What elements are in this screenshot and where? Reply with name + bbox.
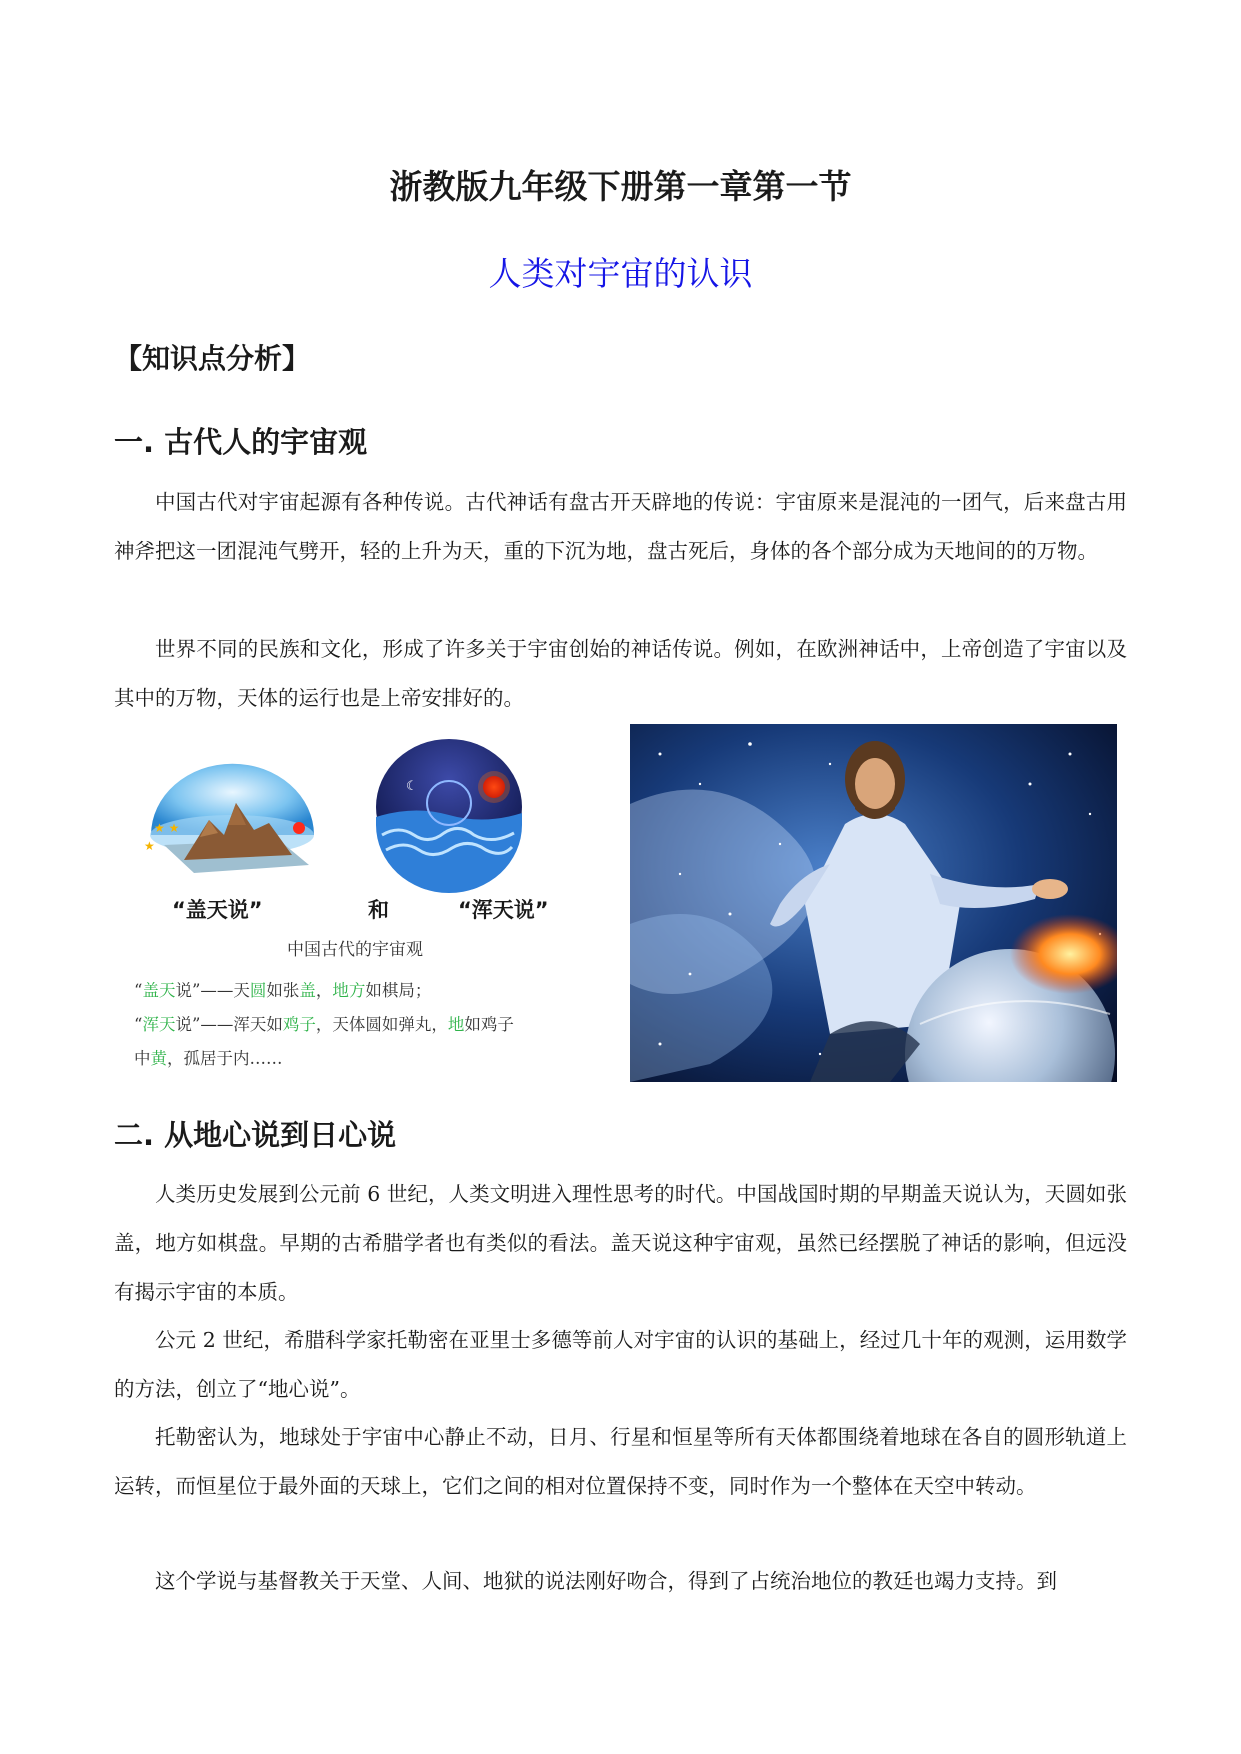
section2-paragraph-1: 人类历史发展到公元前 6 世纪，人类文明进入理性思考的时代。中国战国时期的早期盖天说认为，天圆如张盖，地方如棋盘。早期的古希腊学者也有类似的看法。盖天说这种宇宙观，虽然已经摆脱了神话的影响，但远没有揭示宇宙的本质。	[114, 1182, 1127, 1304]
section1-paragraph-1: 中国古代对宇宙起源有各种传说。古代神话有盘古开天辟地的传说：宇宙原来是混沌的一团气，后来盘古用神斧把这一团混沌气劈开，轻的上升为天，重的下沉为地，盘古死后，身体的各个部分成为天地间的的万物。	[114, 490, 1127, 563]
gaitian-note: “盖天说”——天圆如张盖，地方如棋局；	[134, 981, 432, 1000]
section2-paragraph-3: 托勒密认为，地球处于宇宙中心静止不动，日月、行星和恒星等所有天体都围绕着地球在各自的圆形轨道上运转，而恒星位于最外面的天球上，它们之间的相对位置保持不变，同时作为一个整体在天空中转动。	[114, 1425, 1127, 1498]
section2-heading: 二. 从地心说到日心说	[114, 1118, 397, 1152]
and-label: 和	[368, 898, 389, 922]
figure-caption: 中国古代的宇宙观	[287, 940, 423, 960]
cosmology-illustrations	[114, 725, 614, 900]
section2-paragraph-2: 公元 2 世纪，希腊科学家托勒密在亚里士多德等前人对宇宙的认识的基础上，经过几十年的观测，运用数学的方法，创立了“地心说”。	[114, 1328, 1127, 1401]
creation-image	[630, 724, 1117, 1082]
section2-paragraph-4: 这个学说与基督教关于天堂、人间、地狱的说法刚好吻合，得到了占统治地位的教廷也竭力支持。到	[155, 1569, 1057, 1593]
gaitian-label: “盖天说”	[172, 898, 263, 922]
gaitian-illustration	[144, 764, 314, 873]
svg-text:☾: ☾	[406, 779, 418, 794]
huntian-label: “浑天说”	[458, 898, 549, 922]
document-subtitle: 人类对宇宙的认识	[488, 254, 753, 293]
section1-heading: 一. 古代人的宇宙观	[114, 425, 368, 459]
svg-text:★: ★	[144, 839, 155, 853]
huntian-note: “浑天说”——浑天如鸡子，天体圆如弹丸，地如鸡子	[134, 1015, 514, 1034]
document-title: 浙教版九年级下册第一章第一节	[389, 167, 852, 206]
creation-illustration	[630, 724, 1117, 1082]
huntian-illustration	[376, 739, 522, 893]
section1-paragraph-2: 世界不同的民族和文化，形成了许多关于宇宙创始的神话传说。例如，在欧洲神话中，上帝创造了宇宙以及其中的万物，天体的运行也是上帝安排好的。	[114, 637, 1127, 710]
huntian-note-cont: 中黄，孤居于内……	[134, 1049, 283, 1068]
section-label: 【知识点分析】	[114, 342, 311, 375]
svg-text:★ ★: ★ ★	[154, 821, 180, 835]
